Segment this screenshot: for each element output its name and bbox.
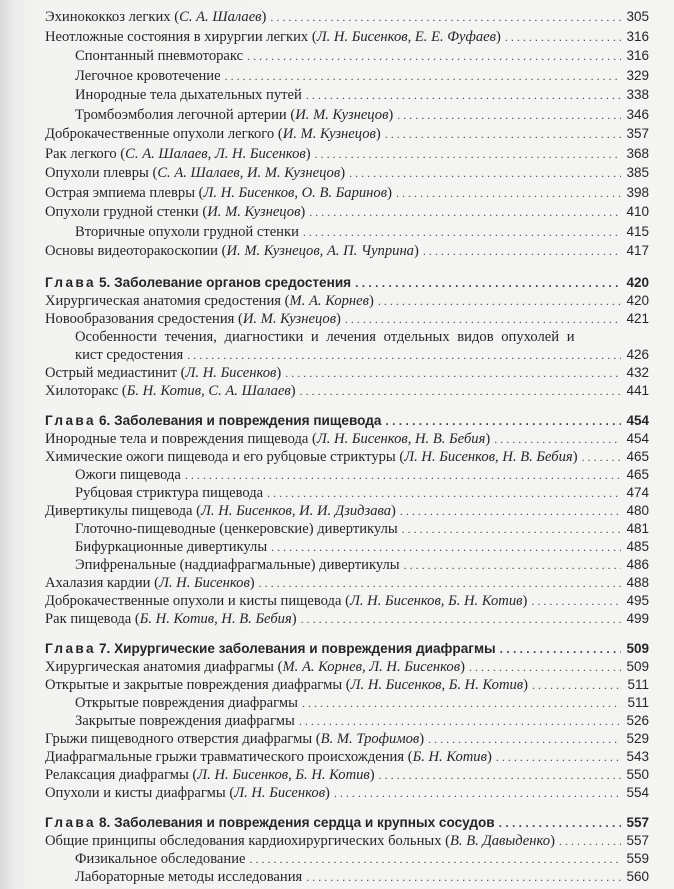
dot-leader — [400, 502, 621, 520]
toc-entry — [45, 520, 649, 538]
dot-leader — [469, 658, 621, 676]
toc-entry-line — [45, 328, 649, 346]
entry-title-text: Открытые и закрытые повреждения диафрагмы — [45, 676, 343, 693]
entry-title-text: Доброкачественные опухоли и кисты пищевода — [45, 592, 342, 609]
chapter-heading — [45, 412, 649, 430]
entry-authors: Л. Н. Бисенков, Е. Е. Фуфаев — [316, 28, 496, 45]
toc-entry — [45, 382, 649, 400]
entry-authors: Л. Н. Бисенков — [185, 364, 277, 381]
entry-authors: С. А. Шалаев — [179, 9, 262, 25]
entry-title: Неотложные состояния в хирургии легких (Л. Н. Бисенков, Е. Е. Фуфаев) — [45, 28, 501, 45]
toc-section — [45, 814, 649, 886]
dot-leader — [306, 86, 621, 104]
dot-leader — [334, 784, 621, 802]
page-number: 454 — [626, 430, 649, 446]
dot-leader — [396, 184, 621, 202]
toc-section — [45, 8, 649, 262]
entry-authors: Л. Н. Бисенков, И. И. Дзидзава — [201, 502, 392, 519]
toc-entry — [45, 8, 649, 28]
toc-entry — [45, 203, 649, 223]
toc-entry — [45, 748, 649, 766]
entry-title — [75, 223, 299, 241]
entry-title — [75, 520, 398, 538]
dot-leader — [402, 520, 621, 538]
page-number: 316 — [626, 48, 649, 63]
toc-entry — [45, 28, 649, 48]
entry-title — [75, 67, 221, 85]
dot-leader — [247, 47, 621, 65]
entry-title — [75, 484, 263, 502]
entry-title — [45, 814, 495, 832]
chapter-title: 8. Заболевания и повреждения сердца и крупных сосудов — [98, 814, 495, 830]
entry-authors: И. М. Кузнецов — [242, 310, 337, 327]
page-number: 415 — [626, 223, 649, 239]
entry-title-continued: кист средостения — [75, 346, 184, 363]
toc-entry — [45, 310, 649, 328]
toc-entry — [45, 694, 649, 712]
toc-entry — [45, 106, 649, 126]
dot-leader — [500, 640, 621, 658]
entry-title: Опухоли грудной стенки (И. М. Кузнецов) — [45, 204, 306, 220]
entry-title-text: Рак легкого — [45, 145, 117, 162]
entry-title — [45, 640, 496, 658]
entry-title-text: Грыжи пищеводного отверстия диафрагмы — [45, 730, 313, 747]
entry-title: Доброкачественные опухоли легкого (И. М. Кузнецов) — [45, 126, 381, 142]
toc-entry — [45, 346, 649, 364]
entry-title-text: Закрытые повреждения диафрагмы — [75, 712, 295, 729]
entry-title — [75, 538, 267, 556]
entry-title: Ахалазия кардии (Л. Н. Бисенков) — [45, 574, 255, 591]
toc-entry — [45, 164, 649, 184]
entry-title: Грыжи пищеводного отверстия диафрагмы (В. М. Трофимов) — [45, 730, 425, 747]
entry-title: Хирургическая анатомия средостения (М. А. Корнев) — [45, 292, 374, 309]
entry-title: Релаксация диафрагмы (Л. Н. Бисенков, Б. Н. Котив) — [45, 766, 375, 783]
entry-title-text: Химические ожоги пищевода и его рубцовые стриктуры — [45, 448, 396, 465]
entry-title-text: Новообразования средостения — [45, 310, 235, 327]
page-number: 465 — [626, 448, 649, 464]
entry-title: Особенности течения, диагностики и лечения отдельных видов опухолей и — [75, 328, 575, 345]
dot-leader — [404, 556, 621, 574]
entry-title-text: Ахалазия кардии — [45, 574, 151, 591]
entry-authors: М. А. Корнев — [289, 292, 369, 309]
page-number: 338 — [626, 87, 649, 102]
chapter-heading — [45, 640, 649, 658]
dot-leader — [185, 466, 621, 484]
page-number: 560 — [626, 868, 649, 884]
entry-authors: Б. Н. Котив, С. А. Шалаев — [126, 382, 291, 399]
entry-authors: Л. Н. Бисенков, Н. В. Бебия — [316, 430, 486, 447]
entry-title-text: Инородные тела и повреждения пищевода — [45, 430, 309, 447]
chapter-label: Глава — [45, 814, 96, 830]
table-of-contents — [45, 8, 649, 886]
entry-title — [75, 556, 400, 574]
dot-leader — [303, 223, 621, 241]
entry-title-text: Тромбоэмболия легочной артерии — [75, 106, 287, 123]
page-number: 305 — [626, 9, 649, 24]
chapter-heading — [45, 814, 649, 832]
entry-title-text: Бифуркационные дивертикулы — [75, 538, 268, 555]
dot-leader — [385, 412, 621, 430]
page-number: 509 — [626, 658, 649, 674]
entry-title-text: Вторичные опухоли грудной стенки — [75, 223, 299, 240]
toc-entry — [45, 502, 649, 520]
toc-entry — [45, 868, 649, 886]
entry-title-text: Опухоли грудной стенки — [45, 204, 199, 220]
page-number: 441 — [626, 382, 649, 398]
toc-entry — [45, 730, 649, 748]
entry-title — [45, 274, 351, 292]
toc-entry — [45, 484, 649, 502]
entry-authors: Б. Н. Котив — [412, 748, 487, 765]
entry-title-text: Доброкачественные опухоли легкого — [45, 126, 275, 142]
toc-entry — [45, 430, 649, 448]
entry-authors: И. М. Кузнецов, А. П. Чуприна — [226, 243, 414, 259]
dot-leader — [397, 106, 621, 124]
entry-title: Хирургическая анатомия диафрагмы (М. А. Корнев, Л. Н. Бисенков) — [45, 658, 465, 675]
entry-title — [75, 694, 298, 712]
chapter-heading — [45, 274, 649, 292]
entry-title-text: Открытые повреждения диафрагмы — [75, 694, 298, 711]
dot-leader — [559, 832, 621, 850]
page-number: 417 — [626, 243, 649, 258]
entry-title: Доброкачественные опухоли и кисты пищевода (Л. Н. Бисенков, Б. Н. Котив) — [45, 592, 528, 609]
entry-title: Опухоли и кисты диафрагмы (Л. Н. Бисенков) — [45, 784, 330, 801]
toc-entry — [45, 67, 649, 87]
page-number: 474 — [626, 484, 649, 500]
entry-authors: М. А. Корнев, Л. Н. Бисенков — [282, 658, 461, 675]
entry-title: Острый медиастинит (Л. Н. Бисенков) — [45, 364, 282, 381]
dot-leader — [423, 242, 621, 260]
entry-title-text: Глоточно-пищеводные (ценкеровские) дивертикулы — [75, 520, 398, 537]
page-number: 554 — [626, 784, 649, 800]
page-number: 559 — [626, 850, 649, 866]
entry-title: Рак легкого (С. А. Шалаев, Л. Н. Бисенков) — [45, 145, 311, 162]
page-number: 529 — [626, 730, 649, 746]
entry-authors: Л. Н. Бисенков, Б. Н. Котив — [349, 592, 523, 609]
dot-leader — [187, 346, 621, 364]
entry-authors: Б. Н. Котив, Н. В. Бебия — [139, 610, 292, 627]
toc-entry — [45, 556, 649, 574]
dot-leader — [225, 67, 621, 85]
toc-entry — [45, 832, 649, 850]
entry-authors: С. А. Шалаев, И. М. Кузнецов — [157, 165, 341, 181]
entry-title-text: Спонтанный пневмоторакс — [75, 48, 244, 64]
toc-section — [45, 412, 649, 628]
toc-entry — [45, 610, 649, 628]
page-number: 420 — [626, 274, 649, 290]
toc-section — [45, 274, 649, 400]
toc-entry — [45, 364, 649, 382]
entry-title-text: Хирургическая анатомия диафрагмы — [45, 658, 274, 675]
page-number: 426 — [626, 346, 649, 362]
toc-entry — [45, 223, 649, 243]
toc-entry — [45, 47, 649, 67]
dot-leader — [285, 364, 621, 382]
entry-title-text: Инородные тела дыхательных путей — [75, 87, 302, 103]
toc-entry — [45, 184, 649, 204]
page-number: 499 — [626, 610, 649, 626]
page-number: 410 — [626, 204, 649, 219]
toc-entry — [45, 292, 649, 310]
dot-leader — [270, 8, 621, 26]
entry-authors: Л. Н. Бисенков, Б. Н. Котив — [197, 766, 370, 783]
dot-leader — [505, 28, 621, 46]
entry-title-text: Опухоли плевры — [45, 165, 149, 181]
page-number: 385 — [626, 165, 649, 180]
entry-title: Тромбоэмболия легочной артерии (И. М. Кузнецов) — [75, 106, 394, 123]
dot-leader — [300, 382, 621, 400]
dot-leader — [259, 574, 621, 592]
page-number: 511 — [627, 676, 649, 692]
page-number: 357 — [626, 126, 649, 141]
toc-entry — [45, 712, 649, 730]
toc-entry — [45, 86, 649, 106]
page-number: 481 — [626, 520, 649, 536]
chapter-title: 5. Заболевание органов средостения — [98, 274, 352, 290]
toc-entry — [45, 466, 649, 484]
page-number: 485 — [626, 538, 649, 554]
entry-title: Опухоли плевры (С. А. Шалаев, И. М. Кузнецов) — [45, 165, 346, 181]
dot-leader — [428, 730, 621, 748]
dot-leader — [345, 310, 621, 328]
page-number: 346 — [626, 106, 649, 122]
toc-entry — [45, 145, 649, 165]
dot-leader — [349, 164, 621, 182]
toc-entry — [45, 125, 649, 145]
entry-title-text: Легочное кровотечение — [75, 67, 221, 84]
entry-title-text: Релаксация диафрагмы — [45, 766, 189, 783]
entry-title: Инородные тела и повреждения пищевода (Л. Н. Бисенков, Н. В. Бебия) — [45, 430, 491, 447]
dot-leader — [309, 203, 621, 221]
toc-entry — [45, 574, 649, 592]
dot-leader — [271, 538, 621, 556]
page-number: 543 — [626, 748, 649, 764]
dot-leader — [379, 766, 621, 784]
page-number: 509 — [626, 640, 649, 656]
page-number: 398 — [626, 184, 649, 200]
entry-title-text: Эхинококкоз легких — [45, 9, 171, 25]
dot-leader — [378, 292, 621, 310]
dot-leader — [250, 850, 621, 868]
dot-leader — [582, 448, 621, 466]
dot-leader — [499, 814, 621, 832]
toc-entry — [45, 448, 649, 466]
page-number: 368 — [626, 145, 649, 161]
page-number: 480 — [626, 502, 649, 518]
dot-leader — [532, 676, 621, 694]
entry-title: Основы видеоторакоскопии (И. М. Кузнецов, А. П. Чуприна) — [45, 243, 419, 259]
entry-title-text: Острый медиастинит — [45, 364, 178, 381]
entry-title — [75, 86, 302, 104]
entry-title-text: Лабораторные методы исследования — [75, 868, 303, 885]
entry-title-text: Хилоторакс — [45, 382, 119, 399]
toc-section — [45, 640, 649, 802]
toc-entry — [45, 850, 649, 868]
page-number: 454 — [626, 412, 649, 428]
entry-title: Открытые и закрытые повреждения диафрагмы (Л. Н. Бисенков, Б. Н. Котив) — [45, 676, 528, 693]
entry-title: Химические ожоги пищевода и его рубцовые стриктуры (Л. Н. Бисенков, Н. В. Бебия) — [45, 448, 578, 465]
page-number: 316 — [626, 28, 649, 44]
entry-authors: И. М. Кузнецов — [295, 106, 389, 123]
entry-title-text: Дивертикулы пищевода — [45, 502, 193, 519]
dot-leader — [267, 484, 621, 502]
entry-title: Эхинококкоз легких (С. А. Шалаев) — [45, 9, 267, 25]
toc-entry — [45, 592, 649, 610]
entry-title: Общие принципы обследования кардиохирургических больных (В. В. Давыденко) — [45, 832, 555, 849]
page-number: 465 — [626, 466, 649, 482]
page-number: 550 — [626, 766, 649, 782]
entry-authors: Л. Н. Бисенков, Б. Н. Котив — [350, 676, 524, 693]
entry-authors: Л. Н. Бисенков, Н. В. Бебия — [404, 448, 573, 465]
chapter-title: 7. Хирургические заболевания и повреждения диафрагмы — [98, 640, 496, 656]
dot-leader — [355, 274, 621, 292]
dot-leader — [496, 748, 621, 766]
chapter-label: Глава — [45, 412, 96, 428]
chapter-title: 6. Заболевания и повреждения пищевода — [98, 412, 382, 428]
entry-title-text: Диафрагмальные грыжи травматического происхождения — [45, 748, 405, 765]
entry-title — [75, 712, 295, 730]
entry-title — [75, 47, 243, 65]
entry-title — [75, 868, 302, 886]
page-number: 495 — [626, 592, 649, 608]
page-number: 511 — [627, 694, 649, 710]
dot-leader — [301, 610, 621, 628]
page-number: 557 — [626, 814, 649, 830]
page-number: 421 — [626, 310, 649, 326]
entry-authors: В. М. Трофимов — [320, 730, 420, 747]
page-number: 432 — [626, 364, 649, 380]
entry-title-text: Рак пищевода — [45, 610, 132, 627]
entry-title-text: Неотложные состояния в хирургии легких — [45, 28, 309, 45]
entry-title-text: Ожоги пищевода — [75, 466, 181, 483]
dot-leader — [531, 592, 621, 610]
chapter-label: Глава — [45, 274, 96, 290]
entry-authors: И. М. Кузнецов — [207, 204, 301, 220]
entry-authors: С. А. Шалаев, Л. Н. Бисенков — [125, 145, 306, 162]
entry-title-text: Эпифренальные (наддиафрагмальные) дивертикулы — [75, 556, 400, 573]
entry-title: Диафрагмальные грыжи травматического происхождения (Б. Н. Котив) — [45, 748, 492, 765]
entry-title-text: Острая эмпиема плевры — [45, 184, 195, 201]
entry-authors: Л. Н. Бисенков — [234, 784, 326, 801]
entry-title — [75, 850, 246, 868]
entry-title: Рак пищевода (Б. Н. Котив, Н. В. Бебия) — [45, 610, 297, 627]
entry-title: Острая эмпиема плевры (Л. Н. Бисенков, О. В. Баринов) — [45, 184, 392, 201]
entry-title-text: Физикальное обследование — [75, 850, 246, 867]
entry-authors: Л. Н. Бисенков, О. В. Баринов — [203, 184, 388, 201]
entry-title-text: Общие принципы обследования кардиохирургических больных — [45, 832, 442, 849]
dot-leader — [302, 694, 621, 712]
page-number: 486 — [626, 556, 649, 572]
page-number: 526 — [626, 712, 649, 728]
dot-leader — [306, 868, 621, 886]
page-number: 329 — [626, 67, 649, 83]
entry-title: Новообразования средостения (И. М. Кузнецов) — [45, 310, 341, 327]
dot-leader — [315, 145, 621, 163]
dot-leader — [385, 125, 621, 143]
entry-title — [75, 466, 181, 484]
entry-title: Хилоторакс (Б. Н. Котив, С. А. Шалаев) — [45, 382, 296, 399]
entry-authors: И. М. Кузнецов — [282, 126, 376, 142]
toc-entry — [45, 242, 649, 262]
toc-entry — [45, 658, 649, 676]
dot-leader — [494, 430, 621, 448]
entry-title-text: Хирургическая анатомия средостения — [45, 292, 282, 309]
entry-title-text: Опухоли и кисты диафрагмы — [45, 784, 226, 801]
dot-leader — [299, 712, 621, 730]
chapter-label: Глава — [45, 640, 96, 656]
toc-entry — [45, 538, 649, 556]
entry-title-text: Основы видеоторакоскопии — [45, 243, 218, 259]
page-number: 488 — [626, 574, 649, 590]
toc-entry — [45, 784, 649, 802]
page-number: 557 — [626, 832, 649, 848]
page-number: 420 — [626, 292, 649, 308]
toc-entry — [45, 766, 649, 784]
entry-authors: В. В. Давыденко — [450, 832, 551, 849]
entry-title — [45, 412, 381, 430]
entry-title: Дивертикулы пищевода (Л. Н. Бисенков, И. И. Дзидзава) — [45, 502, 396, 519]
entry-title-text: Рубцовая стриктура пищевода — [75, 484, 264, 501]
toc-entry — [45, 676, 649, 694]
entry-authors: Л. Н. Бисенков — [158, 574, 250, 591]
